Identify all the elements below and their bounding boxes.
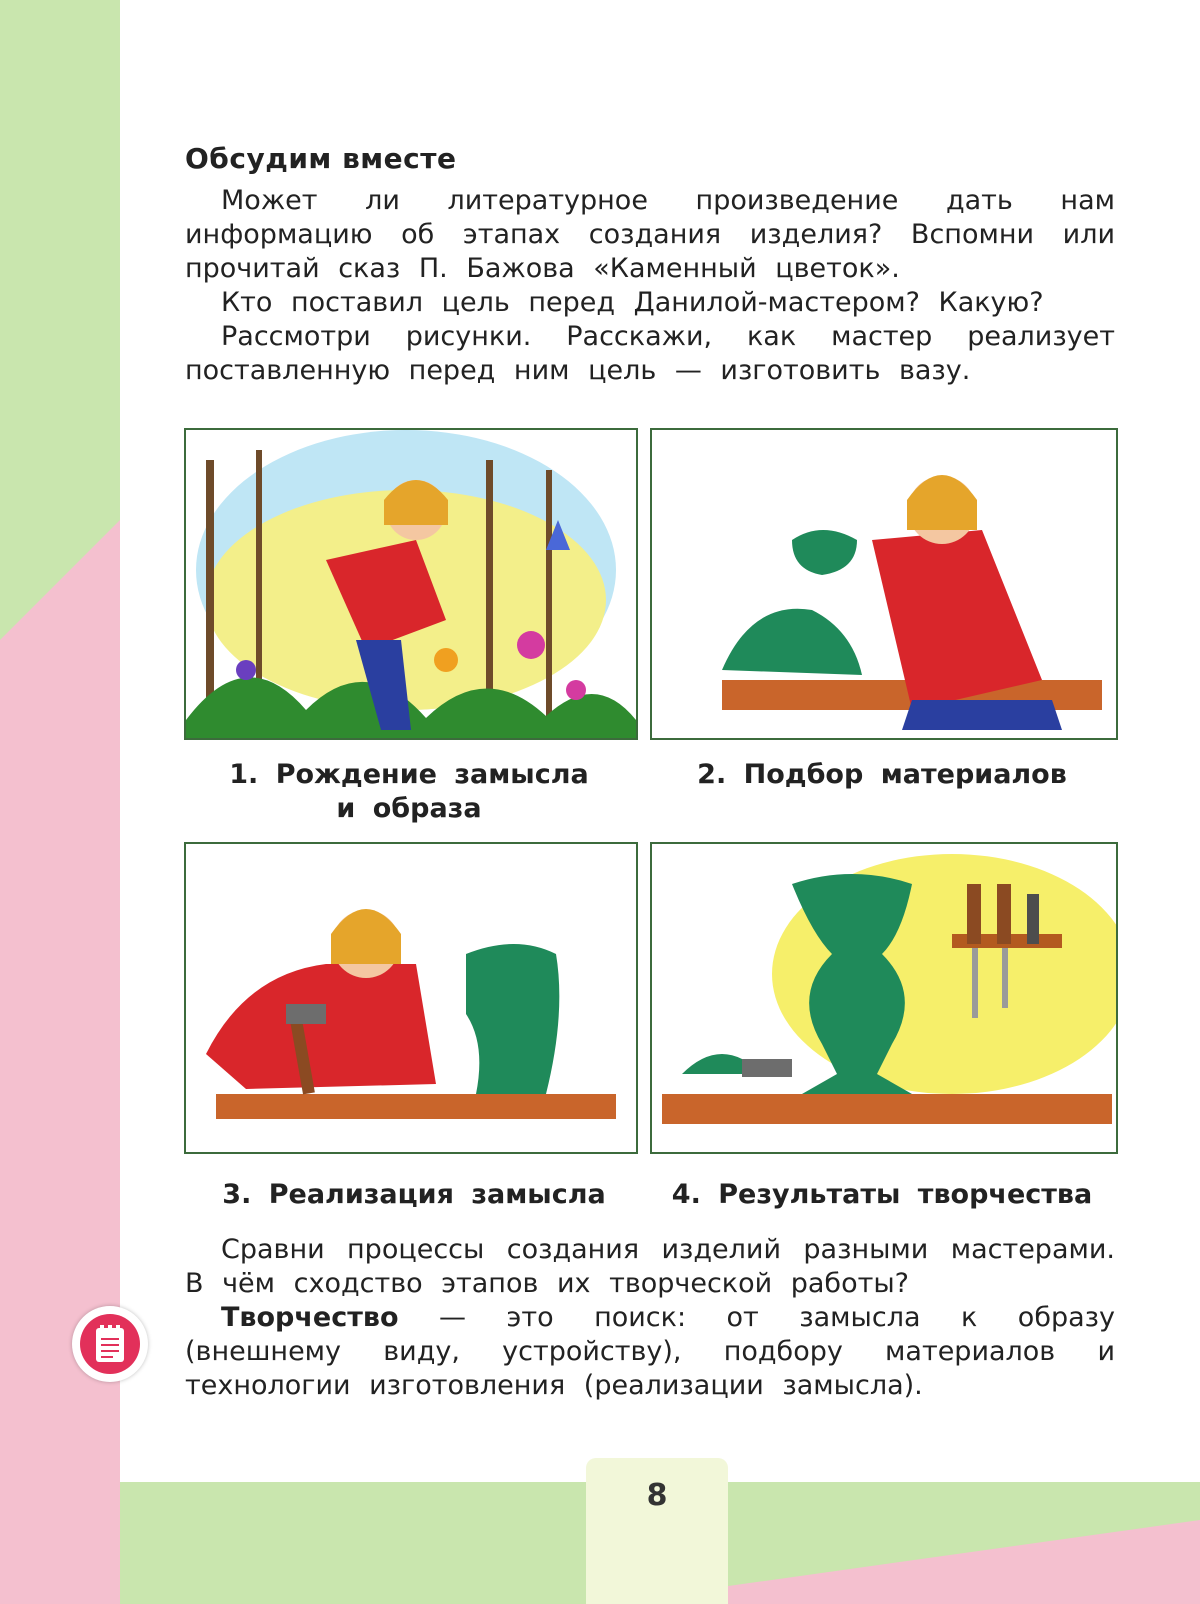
caption-materials: 2. Подбор материалов <box>697 759 1067 790</box>
caption-idea-line-1: 1. Рождение замысла <box>229 759 589 790</box>
outro-text <box>185 1233 1115 1403</box>
intro-paragraph-3: Рассмотри рисунки. Расскажи, как мастер реализует поставленную перед ним цель — изготовить вазу. <box>185 321 1115 386</box>
intro-text <box>185 184 1115 388</box>
picture-vase <box>652 844 1116 1152</box>
section-heading: Обсудим вместе <box>185 142 457 175</box>
definition-term: Творчество <box>221 1302 399 1333</box>
picture-flowers <box>186 430 636 738</box>
notebook-icon[interactable] <box>72 1306 148 1382</box>
definition-paragraph <box>185 1301 1115 1403</box>
caption-result: 4. Результаты творчества <box>671 1179 1093 1210</box>
definition-text: — это поиск: от замысла к образу (внешнему виду, устройству), подбору материалов и технологии изготовления (реализации замысла). <box>185 1302 1115 1401</box>
notebook-icon-body <box>80 1314 140 1374</box>
picture-carving <box>186 844 636 1152</box>
illustration-result <box>650 842 1118 1154</box>
illustration-materials <box>650 428 1118 740</box>
caption-idea <box>184 758 634 826</box>
illustration-idea <box>184 428 638 740</box>
illustration-realization <box>184 842 638 1154</box>
intro-paragraph-1: Может ли литературное произведение дать нам информацию об этапах создания изделия? Вспомни или прочитай сказ П. Бажова «Каменный цветок». <box>185 185 1115 284</box>
outro-paragraph-1: Сравни процессы создания изделий разными мастерами. В чём сходство этапов их творческой работы? <box>185 1234 1115 1299</box>
intro-paragraph-2: Кто поставил цель перед Данилой-мастером? Какую? <box>221 287 1044 318</box>
notebook-glyph-icon <box>80 1314 140 1374</box>
picture-stone <box>652 430 1116 738</box>
caption-idea-line-2: и образа <box>336 793 482 824</box>
page-number: 8 <box>646 1478 668 1513</box>
caption-realization: 3. Реализация замысла <box>222 1179 606 1210</box>
